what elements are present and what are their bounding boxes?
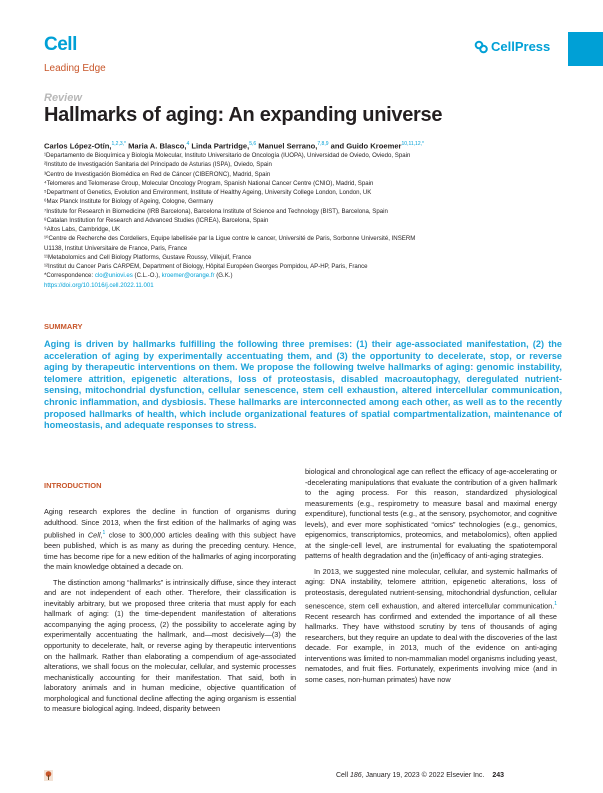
paragraph-text: close to 300,000 articles dealing with this subject have been published, which is as many as during the preceding century. Hence, time has become ripe for a new edition of the hallmarks of aging incorporating the main knowledge obtained a decade on. xyxy=(44,530,296,572)
affiliation: ⁸Catalan Institution for Research and Advanced Studies (ICREA), Barcelona, Spain xyxy=(44,216,269,224)
cellpress-wordmark: CellPress xyxy=(491,39,551,54)
page-color-tab xyxy=(568,32,603,66)
affiliation: ¹¹Metabolomics and Cell Biology Platforms, Gustave Roussy, Villejuif, France xyxy=(44,253,252,261)
body-paragraph: Aging research explores the decline in function of organisms during adulthood. Since 2013, when the first edition of the hallmarks of aging was published in Cell,$^1$ close to 300,000 articles dealing with this subject have been published, which is as many as during the preceding century. Hence, time has become ripe for a new edition of the hallmarks of aging incorporating the main knowledge obtained a decade on. xyxy=(44,507,296,572)
affiliation: ⁶Max Planck Institute for Biology of Ageing, Cologne, Germany xyxy=(44,198,214,206)
paragraph-text: In 2013, we suggested nine molecular, cellular, and systemic hallmarks of aging: DNA instability, telomere attrition, epigenetic alterations, loss of proteostasis, deregulated nutrient-sensing, mitochondrial dysfunction, cellular senescence, stem cell exhaustion, and altered intercellular communication. xyxy=(305,566,557,610)
affiliation: ³Centro de Investigación Biomédica en Red de Cáncer (CIBERONC), Madrid, Spain xyxy=(44,170,271,178)
cellpress-logo xyxy=(474,39,550,54)
page-footer xyxy=(336,772,504,779)
citation-ref[interactable]: 1 xyxy=(102,530,106,537)
affiliation: ⁵Department of Genetics, Evolution and Environment, Institute of Healthy Ageing, University College London, London, UK xyxy=(44,189,372,196)
body-column-right xyxy=(305,467,557,690)
summary-heading: SUMMARY xyxy=(44,322,83,331)
author-name: Carlos López-Otín, xyxy=(44,141,112,151)
affiliation: ²Instituto de Investigación Sanitaria del Principado de Asturias (ISPA), Oviedo, Spain xyxy=(44,161,272,169)
author-name: Maria A. Blasco, xyxy=(128,141,187,151)
author-affiliation-ref: 1,2,3,* xyxy=(111,141,126,147)
body-column-left xyxy=(44,481,296,720)
author-name: and Guido Kroemer xyxy=(330,141,402,151)
introduction-heading: INTRODUCTION xyxy=(44,481,102,490)
affiliation: ⁹Altos Labs, Cambridge, UK xyxy=(44,226,121,233)
article-title: Hallmarks of aging: An expanding universe xyxy=(44,104,443,126)
author-affiliation-ref: 5,6 xyxy=(249,141,257,147)
elsevier-tree-icon xyxy=(44,770,53,781)
paragraph-text: Recent research has confirmed and extended the importance of all these hallmarks. They have withstood scrutiny by tens of thousands of aging researchers, but they require an update to deal with the discoveries of the last decade. For example, in 2013, much of the evidence on anti-aging interventions was limited to non-mammalian model organisms including yeast, nematodes, and fruit flies. Fortunately, experiments involving mice (and in some cases, non-human primates) have now xyxy=(305,611,557,684)
affiliation: ¹²Institut du Cancer Paris CARPEM, Department of Biology, Hôpital Européen Georges Pompidou, AP-HP, Paris, France xyxy=(44,263,368,270)
email-link[interactable]: kroemer@orange.fr xyxy=(161,272,215,280)
footer-volume: 186 xyxy=(350,772,362,779)
correspondence-initials: (C.L.-O.), xyxy=(132,272,162,280)
paragraph-text: Aging research explores the decline in function of organisms during adulthood. Since 2013, when the first edition of the hallmarks of aging was published in xyxy=(44,507,296,540)
affiliation: U1138, Institut Universitaire de France, Paris, France xyxy=(44,244,188,252)
affiliation: ¹Departamento de Bioquímica y Biología Molecular, Instituto Universitario de Oncología (IUOPA), Universidad de Oviedo, Oviedo, Spain xyxy=(44,152,411,159)
section-label: Leading Edge xyxy=(44,63,106,74)
footer-date-copyright: , January 19, 2023 © 2022 Elsevier Inc. xyxy=(361,772,485,779)
doi-line xyxy=(44,281,564,290)
summary-text: Aging is driven by hallmarks fulfilling the following three premises: (1) their age-associated manifestation, (2) the acceleration of aging by experimentally accentuating them, and (3) the opportunity to decelerate, stop, or reverse aging by therapeutic interventions on them. We propose the following twelve hallmarks of aging: genomic instability, telomere attrition, epigenetic alterations, loss of proteostasis, disabled macroautophagy, deregulated nutrient-sensing, mitochondrial dysfunction, cellular senescence, stem cell exhaustion, altered intercellular communication, chronic inflammation, and dysbiosis. These hallmarks are interconnected among each other, as well as to the recently proposed hallmarks of health, which include organizational features of spatial compartmentalization, maintenance of homeostasis, and adequate responses to stress. xyxy=(44,339,562,431)
journal-reference: Cell xyxy=(87,530,101,540)
page-number: 243 xyxy=(492,772,505,779)
author-affiliation-ref: 10,11,12,* xyxy=(401,141,424,147)
cell-journal-logo: Cell xyxy=(44,34,77,55)
affiliation: ⁷Institute for Research in Biomedicine (IRB Barcelona), Barcelona Institute of Science and Technology (BIST), Barcelona, Spain xyxy=(44,207,388,215)
correspondence-label: *Correspondence: xyxy=(44,272,95,280)
author-affiliation-ref: 7,8,9 xyxy=(317,141,329,147)
author-name: Linda Partridge, xyxy=(191,141,250,151)
author-list xyxy=(44,141,424,151)
footer-journal: Cell xyxy=(336,772,351,779)
citation-ref[interactable]: 1 xyxy=(554,600,557,607)
doi-link[interactable]: https://doi.org/10.1016/j.cell.2022.11.001 xyxy=(44,281,154,289)
body-paragraph xyxy=(305,567,557,685)
correspondence xyxy=(44,271,564,280)
author-name: Manuel Serrano, xyxy=(258,141,318,151)
article-type: Review xyxy=(44,92,82,104)
email-link[interactable]: clo@uniovi.es xyxy=(94,272,133,280)
correspondence-initials: (G.K.) xyxy=(214,272,233,280)
body-paragraph: biological and chronological age can reflect the efficacy of age-accelerating or -decelerating manipulations that evaluate the contribution of a given hallmark to the aging process. For this reason, standardized physiological measurements (e.g., respirometry to measure basal and maximal energy expenditure), functional tests (e.g., at the sensory, psychomotor, and cognitive levels), and ever more sophisticated “omics” technologies (e.g., genomics, epigenomics, transcriptomics, proteomics, and metabolomics), often applied at the single-cell level, are instrumental for evaluating the spatiotemporal patterns of health degradation and the (in)efficacy of anti-aging strategies. xyxy=(305,467,557,561)
affiliation: ¹⁰Centre de Recherche des Cordeliers, Equipe labellisée par la Ligue contre le cancer, Université de Paris, Sorbonne Université, INSERM xyxy=(44,235,416,243)
affiliations xyxy=(44,151,564,290)
affiliation: ⁴Telomeres and Telomerase Group, Molecular Oncology Program, Spanish National Cancer Centre (CNIO), Madrid, Spain xyxy=(44,179,374,187)
author-affiliation-ref: 4 xyxy=(186,141,190,147)
body-paragraph: The distinction among “hallmarks” is intrinsically diffuse, since they interact and are not independent of each other. Therefore, their classification is inevitably arbitrary, but we proposed three criteria that must apply for each hallmark of aging: (1) the time-dependent manifestation of alterations accompanying the aging process, (2) the possibility to accelerate aging by experimentally accentuating the hallmark, and—most decisively—(3) the opportunity to decelerate, halt, or reverse aging by therapeutic interventions on the hallmark. Rather than elaborating a compendium of age-associated alterations, we shall focus on the molecular, cellular, and systemic processes mechanistically accounting for their manifestation. That said, both in laboratory animals and in human medicine, objective quantification of morphological and functional decline affecting the aging organism is essential to measure biological aging. Indeed, disparity between xyxy=(44,577,296,714)
cellpress-icon xyxy=(474,40,488,54)
